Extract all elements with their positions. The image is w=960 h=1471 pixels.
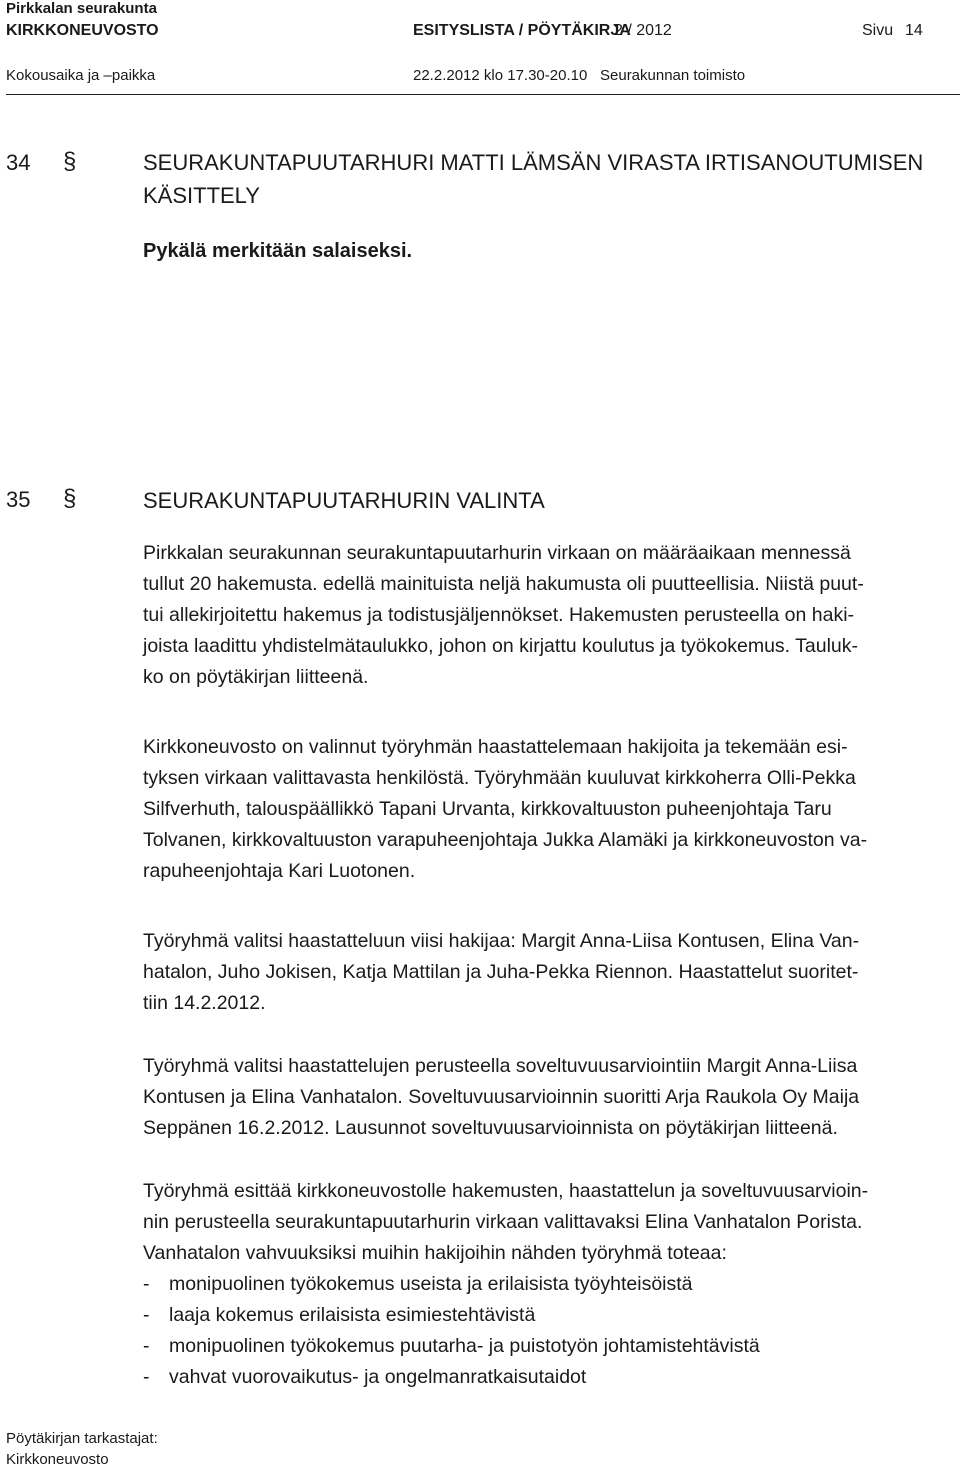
organization-name: Pirkkalan seurakunta (6, 0, 157, 17)
section-number: 34 (6, 150, 31, 175)
paragraph (143, 1176, 958, 1269)
section-title: SEURAKUNTAPUUTARHURI MATTI LÄMSÄN VIRASTA IRTISANOUTUMISEN KÄSITTELY (143, 150, 924, 208)
section-note: Pykälä merkitään salaiseksi. (143, 240, 413, 262)
list-item-text: laaja kokemus erilaisista esimiestehtävistä (169, 1304, 536, 1326)
issue-number: 2 / 2012 (614, 22, 672, 39)
page-label: Sivu (862, 22, 894, 39)
paragraph (143, 926, 958, 1019)
list-marker: - (143, 1304, 150, 1326)
paragraph-line: Pirkkalan seurakunnan seurakuntapuutarhurin virkaan on määräaikaan mennessä (143, 542, 851, 564)
paragraph (143, 732, 958, 887)
header-divider (6, 94, 960, 95)
list-marker: - (143, 1335, 150, 1357)
paragraph-line: Tolvanen, kirkkovaltuuston varapuheenjohtaja Jukka Alamäki ja kirkkoneuvoston va- (143, 829, 868, 851)
list-item-text: vahvat vuorovaikutus- ja ongelmanratkaisutaidot (169, 1366, 587, 1388)
list-item (143, 1331, 958, 1362)
meeting-place: Seurakunnan toimisto (600, 67, 746, 84)
list-marker: - (143, 1273, 150, 1295)
paragraph-line: nin perusteella seurakuntapuutarhurin virkaan valittavaksi Elina Vanhatalon Porista. (143, 1211, 863, 1233)
paragraph-line: joista laadittu yhdistelmätaulukko, johon on kirjattu koulutus ja työkokemus. Tauluk- (143, 635, 859, 657)
paragraph-line: Kontusen ja Elina Vanhatalon. Soveltuvuusarvioinnin suoritti Arja Raukola Oy Maija (143, 1086, 860, 1108)
section-sign: § (63, 148, 77, 175)
paragraph-line: Työryhmä esittää kirkkoneuvostolle hakemusten, haastattelun ja soveltuvuusarvioin- (143, 1180, 869, 1202)
paragraph-line: rapuheenjohtaja Kari Luotonen. (143, 860, 416, 882)
document-title: ESITYSLISTA / PÖYTÄKIRJA (413, 22, 631, 39)
paragraph-line: Työryhmä valitsi haastattelujen perusteella soveltuvuusarviointiin Margit Anna-Liisa (143, 1055, 858, 1077)
paragraph-line: tyksen virkaan valittavasta henkilöstä. Työryhmään kuuluvat kirkkoherra Olli-Pekka (143, 767, 856, 789)
checkers-label: Pöytäkirjan tarkastajat: (6, 1430, 158, 1447)
section-sign: § (63, 485, 77, 512)
section-number: 35 (6, 487, 31, 512)
section-title: SEURAKUNTAPUUTARHURIN VALINTA (143, 488, 545, 513)
paragraph-line: Kirkkoneuvosto on valinnut työryhmän haastattelemaan hakijoita ja tekemään esi- (143, 736, 848, 758)
list-item (143, 1269, 958, 1300)
list-item-text: monipuolinen työkokemus puutarha- ja puistotyön johtamistehtävistä (169, 1335, 760, 1357)
list-item (143, 1300, 958, 1331)
footer-board-name: Kirkkoneuvosto (6, 1451, 109, 1468)
paragraph-line: Vanhatalon vahvuuksiksi muihin hakijoihin nähden työryhmä toteaa: (143, 1242, 727, 1264)
paragraph-line: tui allekirjoitettu hakemus ja todistusjäljennökset. Hakemusten perusteella on haki- (143, 604, 855, 626)
meeting-label: Kokousaika ja –paikka (6, 67, 156, 84)
paragraph-line: hatalon, Juho Jokisen, Katja Mattilan ja Juha-Pekka Riennon. Haastattelut suoritet- (143, 961, 859, 983)
paragraph-line: Työryhmä valitsi haastatteluun viisi hakijaa: Margit Anna-Liisa Kontusen, Elina Van- (143, 930, 860, 952)
list-marker: - (143, 1366, 150, 1388)
strengths-list (143, 1269, 958, 1393)
paragraph-line: ko on pöytäkirjan liitteenä. (143, 666, 369, 688)
paragraph (143, 538, 958, 693)
paragraph-line: tullut 20 hakemusta. edellä mainituista neljä hakumusta oli puutteellisia. Niistä puut- (143, 573, 864, 595)
paragraph-line: Seppänen 16.2.2012. Lausunnot soveltuvuusarvioinnista on pöytäkirjan liitteenä. (143, 1117, 838, 1139)
meeting-time: 22.2.2012 klo 17.30-20.10 (413, 67, 588, 84)
page-number: 14 (905, 22, 923, 39)
list-item-text: monipuolinen työkokemus useista ja erilaisista työyhteisöistä (169, 1273, 693, 1295)
list-item (143, 1362, 958, 1393)
board-name: KIRKKONEUVOSTO (6, 22, 159, 39)
paragraph-line: Silfverhuth, talouspäällikkö Tapani Urvanta, kirkkovaltuuston puheenjohtaja Taru (143, 798, 832, 820)
paragraph-line: tiin 14.2.2012. (143, 992, 266, 1014)
paragraph (143, 1051, 958, 1144)
